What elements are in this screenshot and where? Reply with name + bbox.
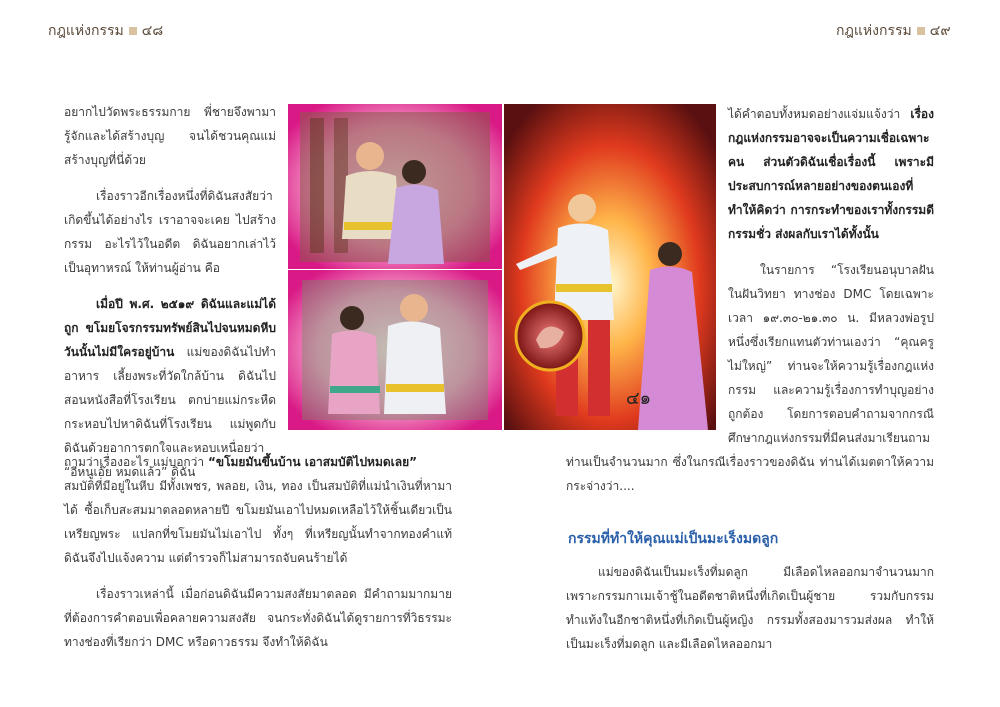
signature-mark: ๔๑: [626, 388, 652, 409]
wide-text-block: [64, 450, 452, 654]
man-figure: [400, 294, 428, 322]
paragraph: แม่ของดิฉันเป็นมะเร็งที่มดลูก มีเลือดไหลออกมาจำนวนมาก เพราะกรรมกาเมเจ้าชู้ในอดีตชาติหนึ่งที่เกิดเป็นผู้ชาย รวมกับกรรมทำแท้งในอีกชาติหนึ่งที่เกิดเป็นผู้หญิง กรรมทั้งสองมารวมส่งผล ทำให้เป็นมะเร็งที่มดลูก และมีเลือดไหลออกมา: [566, 565, 934, 651]
header-title: กฎแห่งกรรม: [48, 23, 124, 39]
paragraph: [64, 450, 452, 474]
page-number: ๔๘: [141, 23, 164, 39]
right-continuation: [566, 450, 934, 498]
paragraph: อยากไปวัดพระธรรมกาย พี่ชายจึงพามารู้จักและได้สร้างบุญ จนได้ชวนคุณแม่สร้างบุญที่นี่ด้วย: [64, 105, 276, 167]
man-figure: [356, 142, 384, 170]
paragraph: เรื่องราวอีกเรื่องหนึ่งที่ดิฉันสงสัยว่า เกิดขึ้นได้อย่างไร เราอาจจะเคย ไปสร้างกรรม อะไรไว้ในอดีต ดิฉันอยากเล่าไว้เป็นอุทาหรณ์ ให้ท่านผู้อ่าน คือ: [64, 189, 276, 275]
text: แม่ของดิฉันไปทำอาหาร เลี้ยงพระที่วัดใกล้บ้าน ดิฉันไปสอนหนังสือที่โรงเรียน ตกบ่ายแม่กระหืดกระหอบไปหาดิฉันที่โรงเรียน แม่พูดกับดิฉันด้วยอาการตกใจและหอบเหนื่อยว่า “อีหนูเอ๊ย หมดแล้ว” ดิฉัน: [64, 345, 276, 479]
left-column: [64, 100, 276, 484]
left-page-header: [48, 20, 163, 42]
page-number: ๔๙: [929, 23, 951, 39]
section-heading: กรรมที่ทำให้คุณแม่เป็นมะเร็งมดลูก: [568, 531, 779, 547]
man-figure: [568, 194, 596, 222]
header-title: กฎแห่งกรรม: [836, 23, 912, 39]
right-final-paragraph: [566, 560, 934, 656]
square-icon: [129, 27, 137, 35]
woman-figure: [340, 306, 364, 330]
text: ถามว่าเรื่องอะไร แม่บอกว่า: [64, 455, 208, 469]
bold-quote: “ขโมยมันขึ้นบ้าน เอาสมบัติไปหมดเลย”: [207, 455, 418, 469]
woman-figure: [658, 242, 682, 266]
bold-text: เมื่อปี พ.ศ. ๒๕๑๙ ดิฉันและแม่ได้ถูก ขโมยโจรกรรมทรัพย์สินไปจนหมดหีบ วันนั้นไม่มีใครอยู่บ้าน: [64, 297, 276, 359]
bold-text: เรื่องกฎแห่งกรรมอาจจะเป็นความเชื่อเฉพาะคน ส่วนตัวดิฉันเชื่อเรื่องนี้ เพราะมีประสบการณ์หลายอย่างของตนเองที่ทำให้คิดว่า การกระทำของเราทั้งกรรมดี กรรมชั่ว ส่งผลกับเราได้ทั้งนั้น: [728, 107, 934, 241]
paragraph: ในรายการ “โรงเรียนอนุบาลฝันในฝันวิทยา ทางช่อง DMC โดยเฉพาะเวลา ๑๙.๓๐-๒๑.๓๐ น. มีหลวงพ่อรูปหนึ่งซึ่งเรียกแทนตัวท่านเองว่า “คุณครูไม่ใหญ่” ท่านจะให้ความรู้เรื่องกฎแห่งกรรม และความรู้เรื่องการทำบุญอย่างถูกต้อง โดยการตอบคำถามจากกรณีศึกษากฎแห่งกรรมที่มีคนส่งมาเรียนถาม: [728, 263, 934, 445]
paragraph: ท่านเป็นจำนวนมาก ซึ่งในกรณีเรื่องราวของดิฉัน ท่านได้เมตตาให้ความกระจ่างว่า....: [566, 455, 934, 493]
woman-figure: [402, 160, 426, 184]
paragraph: สมบัติที่มีอยู่ในหีบ มีทั้งเพชร, พลอย, เงิน, ทอง เป็นสมบัติที่แม่นำเงินที่หามาได้ ซื้อเก็บสะสมมาตลอดหลายปี ขโมยมันเอาไปหมดเหลือไว้ให้ชิ้นเดียวเป็นเหรียญพระ แปลกที่ขโมยมันไม่เอาไป ทั้งๆ ที่เหรียญนั้นทำจากทองคำแท้ ดิฉันจึงไปแจ้งความ แต่ตำรวจก็ไม่สามารถจับคนร้ายได้: [64, 479, 452, 565]
square-icon: [917, 27, 925, 35]
right-column: [728, 102, 934, 450]
paragraph: [728, 102, 934, 246]
text: ได้คำตอบทั้งหมดอย่างแจ่มแจ้งว่า: [728, 107, 911, 121]
paragraph: เรื่องราวเหล่านี้ เมื่อก่อนดิฉันมีความสงสัยมาตลอด มีคำถามมากมาย ที่ต้องการคำตอบเพื่อคลายความสงสัย จนกระทั่งดิฉันได้ดูรายการที่วิธรรมะ ทางช่องที่เรียกว่า DMC หรือดาวธรรม จึงทำให้ดิฉัน: [64, 587, 452, 649]
right-page-header: [836, 20, 951, 42]
illustration-collage: [288, 104, 716, 430]
illustration: [288, 104, 716, 430]
